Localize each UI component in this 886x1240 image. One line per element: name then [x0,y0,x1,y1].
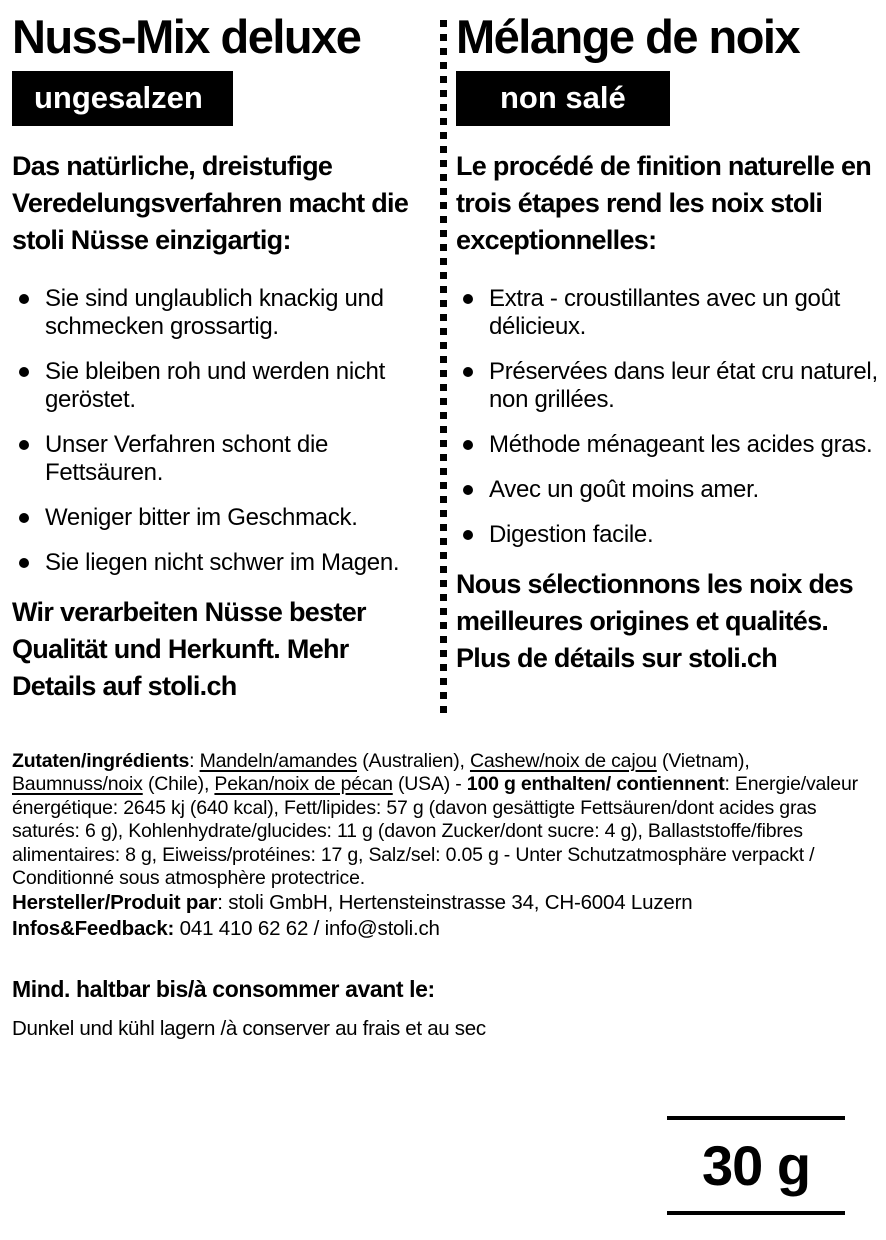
text-segment: : Energie/valeur énergétique: 2645 kj (640 kcal), Fett/lipides: 57 g (davon gesättigte Fettsäuren/dont acides gras saturés: 6 g), Kohlenhydrate/glucides: 11 g (davon Zucker/dont sucre: 4 g), Ballaststoffe/fibres alimentaires: 8 g, Eiweiss/protéines: 17 g, Salz/sel: 0.05 g - Unter Schutzatmosphäre verpackt / Conditionné sous atmosphère protectrice. [12,773,858,889]
french-column [447,12,880,720]
ingredients-section [12,750,874,942]
ingredients-nutrition-text [12,750,874,890]
net-weight-box [667,1116,845,1215]
bilingual-columns [12,12,880,720]
benefit-item: Méthode ménageant les acides gras. [456,431,880,459]
text-segment: (Vietnam), [656,750,750,772]
producer-value: : stoli GmbH, Hertensteinstrasse 34, CH-6004 Luzern [217,891,693,915]
text-segment: 100 g enthalten/ contiennent [466,773,725,796]
benefit-item: Sie sind unglaublich knackig und schmecken grossartig. [12,285,433,341]
benefit-item: Sie liegen nicht schwer im Magen. [12,549,433,577]
producer-line [12,890,874,916]
text-segment: Zutaten/ingrédients [12,750,190,772]
benefit-item: Weniger bitter im Geschmack. [12,504,433,532]
benefits-list-fr [456,285,880,550]
feedback-value: 041 410 62 62 / info@stoli.ch [174,916,440,940]
storage-instructions: Dunkel und kühl lagern /à conserver au frais et au sec [12,1016,486,1040]
text-segment: (Chile), [142,773,215,796]
product-title-fr: Mélange de noix [456,10,800,63]
product-title-de: Nuss-Mix deluxe [12,10,361,63]
feedback-line [12,916,874,942]
benefit-item: Avec un goût moins amer. [456,476,880,504]
benefits-list-de [12,285,433,578]
best-before-label: Mind. haltbar bis/à consommer avant le: [12,975,435,1002]
text-segment: Baumnuss/noix [12,773,143,796]
text-segment: (Australien), [357,750,470,772]
german-column [12,12,433,720]
outro-paragraph-de: Wir verarbeiten Nüsse bester Qualität und Herkunft. Mehr Details auf stoli.ch [12,597,366,702]
intro-paragraph-de: Das natürliche, dreistufige Veredelungsverfahren macht die stoli Nüsse einzigartig: [12,151,409,255]
benefit-item: Digestion facile. [456,521,880,549]
text-segment: (USA) - [392,773,467,796]
text-segment: Pekan/noix de pécan [214,773,393,796]
feedback-label: Infos&Feedback: [12,916,175,940]
outro-paragraph-fr: Nous sélectionnons les noix des meilleures origines et qualités. Plus de détails sur stoli.ch [456,569,853,674]
dotted-divider [440,20,447,720]
net-weight-value: 30 g [701,1134,811,1197]
benefit-item: Extra - croustillantes avec un goût délicieux. [456,285,880,341]
text-segment: : [189,750,200,772]
intro-paragraph-fr: Le procédé de finition naturelle en trois étapes rend les noix stoli exceptionnelles: [456,151,872,255]
text-segment: Cashew/noix de cajou [469,750,657,772]
unsalted-badge-de: ungesalzen [12,71,233,126]
producer-label: Hersteller/Produit par [12,891,218,915]
storage-section [12,976,880,1041]
benefit-item: Sie bleiben roh und werden nicht geröstet. [12,358,433,414]
unsalted-badge-fr: non salé [456,71,670,126]
benefit-item: Unser Verfahren schont die Fettsäuren. [12,431,433,487]
text-segment: Mandeln/amandes [199,750,358,772]
benefit-item: Préservées dans leur état cru naturel, non grillées. [456,358,880,414]
